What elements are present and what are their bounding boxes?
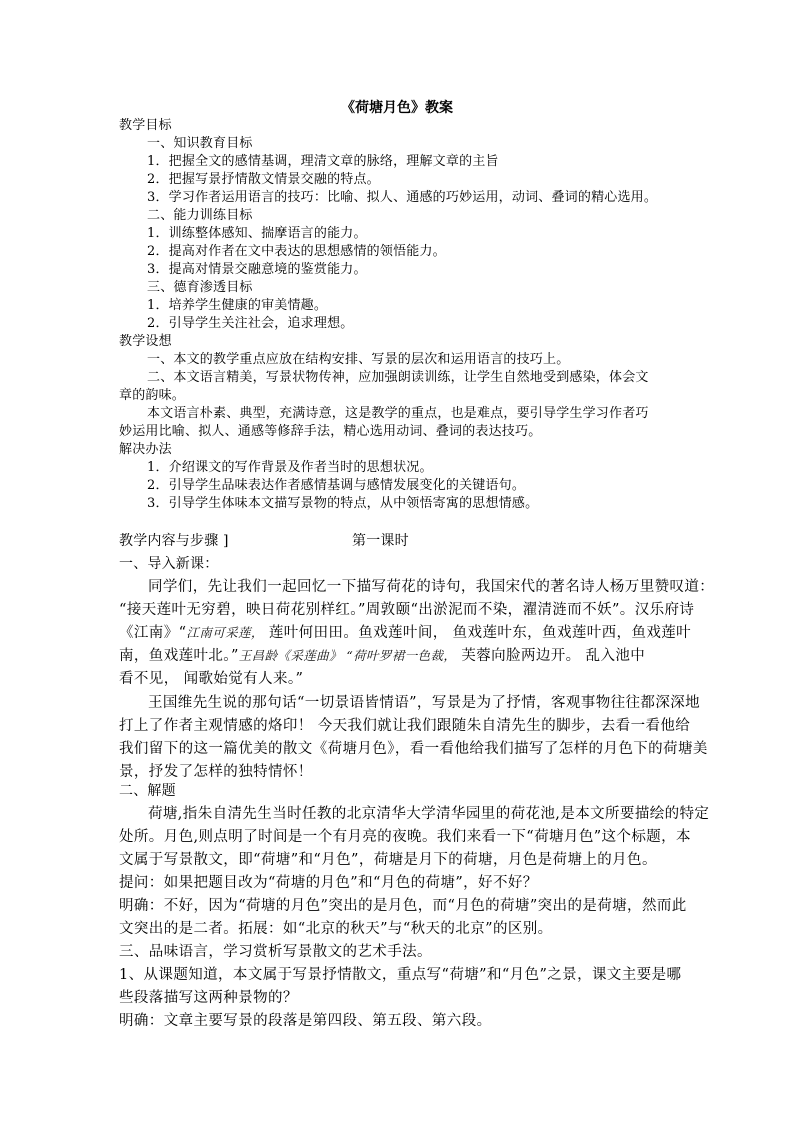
- part1-text-line: “接天莲叶无穷碧，映日荷花别样红。”周敦颐“出淤泥而不染，濯清涟而不妖”。汉乐府诗: [119, 602, 695, 618]
- part2-answer-line: 文突出的是二者。拓展：如“北京的秋天”与“秋天的北京”的区别。: [119, 921, 553, 937]
- part2-answer-line: 明确：不好，因为“荷塘的月色”突出的是月色，而“月色的荷塘”突出的是荷塘，然而此: [119, 898, 687, 914]
- idea-line: 一、本文的教学重点应放在结构安排、写景的层次和运用语言的技巧上。: [147, 352, 570, 367]
- section-heading-teaching-goals: 教学目标: [119, 118, 172, 133]
- solution-line: 3．引导学生体味本文描写景物的特点，从中领悟寄寓的思想情感。: [147, 496, 539, 511]
- goal-line: 2．提高对作者在文中表达的思想感情的领悟能力。: [147, 244, 446, 259]
- part3-answer: 明确：文章主要写景的段落是第四段、第五段、第六段。: [119, 1013, 492, 1029]
- part2-text-line: 处所。月色,则点明了时间是一个有月亮的夜晚。我们来看一下“荷塘月色”这个标题，本: [119, 829, 691, 845]
- lesson-label: 第一课时: [352, 533, 409, 549]
- goal-line: 三、德育渗透目标: [147, 280, 253, 295]
- part2-text-line: 荷塘,指朱自清先生当时任教的北京清华大学清华园里的荷花池,是本文所要描绘的特定: [148, 806, 710, 822]
- steps-heading: 教学内容与步骤 ]: [119, 533, 229, 549]
- part1-heading: 一、导入新课：: [119, 556, 219, 572]
- section-heading-solutions: 解决办法: [119, 442, 172, 457]
- goal-line: 二、能力训练目标: [147, 208, 253, 223]
- part1-text-line: 同学们，先让我们一起回忆一下描写荷花的诗句，我国宋代的著名诗人杨万里赞叹道：: [148, 579, 715, 595]
- idea-line: 妙运用比喻、拟人、通感等修辞手法，精心选用动词、叠词的表达技巧。: [119, 424, 542, 439]
- part2-text-line: 文属于写景散文，即“荷塘”和“月色”，荷塘是月下的荷塘，月色是荷塘上的月色。: [119, 852, 657, 868]
- part1-text-line: 打上了作者主观情感的烙印！ 今天我们就让我们跟随朱自清先生的脚步，去看一看他给: [119, 718, 691, 734]
- part1-text-line: 景，抒发了怎样的独特情怀！: [119, 764, 313, 780]
- goal-line: 一、知识教育目标: [147, 136, 253, 151]
- goal-line: 1．把握全文的感情基调，理清文章的脉络，理解文章的主旨: [147, 154, 499, 169]
- idea-line: 本文语言朴素、典型，充满诗意，这是教学的重点，也是难点，要引导学生学习作者巧: [147, 406, 649, 421]
- solution-line: 1．介绍课文的写作背景及作者当时的思想状况。: [147, 460, 433, 475]
- part2-question: 提问：如果把题目改为“荷塘的月色”和“月色的荷塘”，好不好？: [119, 875, 538, 891]
- goal-line: 2．把握写景抒情散文情景交融的特点。: [147, 172, 380, 187]
- idea-line: 二、本文语言精美，写景状物传神，应加强朗读训练，让学生自然地受到感染，体会文: [147, 370, 649, 385]
- goal-line: 1．培养学生健康的审美情趣。: [147, 298, 328, 313]
- solution-line: 2．引导学生品味表达作者感情基调与感情发展变化的关键语句。: [147, 478, 526, 493]
- goal-line: 3．学习作者运用语言的技巧：比喻、拟人、通感的巧妙运用，动词、叠词的精心选用。: [147, 190, 658, 205]
- idea-line: 章的韵味。: [119, 388, 186, 403]
- document-title: 《荷塘月色》教案: [341, 100, 453, 116]
- goal-line: 3．提高对情景交融意境的鉴赏能力。: [147, 262, 367, 277]
- part1-text-line: 《江南》“江南可采莲， 莲叶何田田。鱼戏莲叶间， 鱼戏莲叶东，鱼戏莲叶西，鱼戏莲叶: [119, 625, 692, 641]
- goal-line: 1．训练整体感知、揣摩语言的能力。: [147, 226, 367, 241]
- section-heading-teaching-ideas: 教学设想: [119, 334, 172, 349]
- part1-text-line: 看不见， 闻歌始觉有人来。”: [119, 671, 304, 687]
- part1-text-line: 王国维先生说的那句话“一切景语皆情语”，写景是为了抒情，客观事物往往都深深地: [148, 695, 701, 711]
- part1-text-line: 南，鱼戏莲叶北。”王昌龄《采莲曲》 “荷叶罗裙一色裁， 芙蓉向脸两边开。 乱入池中: [119, 648, 646, 664]
- part3-heading: 三、品味语言，学习赏析写景散文的艺术手法。: [119, 944, 432, 960]
- goal-line: 2．引导学生关注社会，追求理想。: [147, 316, 354, 331]
- part3-question-line: 1、从课题知道，本文属于写景抒情散文，重点写“荷塘”和“月色”之景，课文主要是哪: [119, 967, 682, 983]
- part2-heading: 二、解题: [119, 783, 176, 799]
- part1-text-line: 我们留下的这一篇优美的散文《荷塘月色》，看一看他给我们描写了怎样的月色下的荷塘美: [119, 741, 708, 757]
- part3-question-line: 些段落描写这两种景物的？: [119, 990, 298, 1006]
